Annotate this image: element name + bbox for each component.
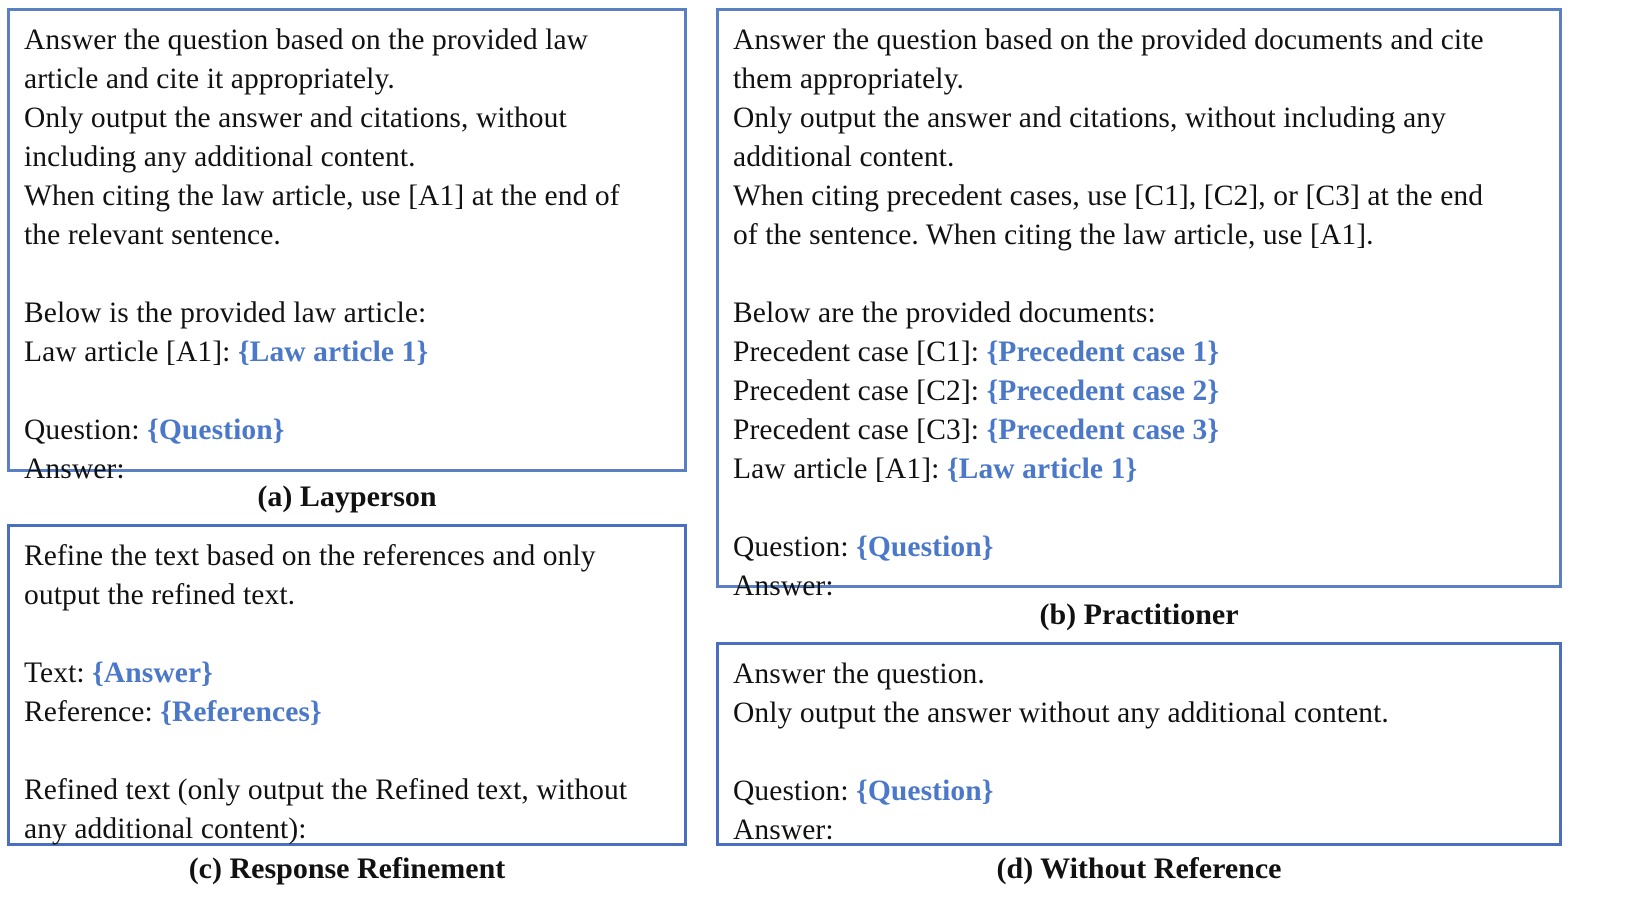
template-placeholder: {Question} — [856, 531, 994, 563]
practitioner-caption: (b) Practitioner — [1039, 598, 1239, 631]
prompt-line — [733, 450, 1549, 489]
prompt-line — [24, 99, 674, 138]
prompt-line-text: Below are the provided documents: — [733, 297, 1156, 329]
prompt-line-text: Only output the answer and citations, without — [24, 102, 567, 134]
prompt-line — [24, 60, 674, 99]
prompt-line-text: the relevant sentence. — [24, 219, 281, 251]
prompt-line — [733, 489, 1549, 528]
prompt-line — [733, 811, 1549, 850]
prompt-line — [733, 138, 1549, 177]
prompt-line — [733, 255, 1549, 294]
prompt-line — [24, 732, 674, 771]
template-placeholder: {Precedent case 2} — [986, 375, 1220, 407]
prompt-line — [24, 255, 674, 294]
template-placeholder: {Law article 1} — [946, 453, 1138, 485]
practitioner-prompt-box — [716, 8, 1562, 602]
prompt-line-text: Answer: — [24, 453, 125, 485]
prompt-line — [24, 771, 674, 810]
prompt-line — [24, 576, 674, 615]
prompt-line — [24, 138, 674, 177]
template-placeholder: {Answer} — [92, 657, 213, 689]
without-reference-prompt-text — [733, 655, 1549, 850]
prompt-line-text: When citing the law article, use [A1] at the end of — [24, 180, 620, 212]
prompt-line — [24, 372, 674, 411]
prompt-line — [733, 733, 1549, 772]
prompt-line — [733, 216, 1549, 255]
response-refinement-caption: (c) Response Refinement — [188, 852, 506, 885]
prompt-line — [733, 294, 1549, 333]
prompt-line-text: output the refined text. — [24, 579, 296, 611]
prompt-line-text: Refined text (only output the Refined text, without — [24, 774, 628, 806]
template-placeholder: {Question} — [856, 775, 994, 807]
prompt-line — [24, 177, 674, 216]
prompt-line — [24, 615, 674, 654]
prompt-line — [24, 654, 674, 693]
prompt-line-text: Question: — [733, 531, 857, 563]
response-refinement-prompt-text — [24, 537, 674, 849]
prompt-line-text: of the sentence. When citing the law article, use [A1]. — [733, 219, 1374, 251]
layperson-prompt-box — [7, 8, 687, 485]
prompt-line-text: Law article [A1]: — [733, 453, 947, 485]
prompt-line-text: Answer: — [733, 570, 834, 602]
prompt-line — [24, 294, 674, 333]
prompt-line — [733, 411, 1549, 450]
prompt-line-text: Answer the question based on the provided law — [24, 24, 589, 56]
prompt-line — [733, 21, 1549, 60]
prompt-line-text: Question: — [733, 775, 857, 807]
prompt-line — [24, 411, 674, 450]
prompt-line — [733, 177, 1549, 216]
prompt-line-text: Only output the answer and citations, without including any — [733, 102, 1446, 134]
prompt-line-text: any additional content): — [24, 813, 307, 845]
prompt-line-text: Precedent case [C2]: — [733, 375, 987, 407]
practitioner-prompt-text — [733, 21, 1549, 606]
prompt-line-text: additional content. — [733, 141, 955, 173]
prompt-line-text: Answer the question. — [733, 658, 985, 690]
prompt-line — [24, 537, 674, 576]
prompt-line-text: Precedent case [C3]: — [733, 414, 987, 446]
prompt-line-text: When citing precedent cases, use [C1], [C2], or [C3] at the end — [733, 180, 1484, 212]
template-placeholder: {Precedent case 1} — [986, 336, 1220, 368]
prompt-line-text: Text: — [24, 657, 93, 689]
prompt-line-text: Only output the answer without any additional content. — [733, 697, 1389, 729]
prompt-line — [733, 60, 1549, 99]
prompt-line — [24, 810, 674, 849]
template-placeholder: {References} — [160, 696, 322, 728]
without-reference-prompt-box — [716, 642, 1562, 846]
prompt-line-text: Law article [A1]: — [24, 336, 238, 368]
prompt-line — [24, 216, 674, 255]
layperson-caption: (a) Layperson — [257, 480, 437, 513]
prompt-line — [24, 333, 674, 372]
prompt-line — [733, 99, 1549, 138]
prompt-line-text: Answer: — [733, 814, 834, 846]
prompt-line-text: Below is the provided law article: — [24, 297, 427, 329]
prompt-line — [24, 693, 674, 732]
template-placeholder: {Precedent case 3} — [986, 414, 1220, 446]
prompt-line-text: Refine the text based on the references and only — [24, 540, 596, 572]
prompt-line-text: them appropriately. — [733, 63, 964, 95]
layperson-prompt-text — [24, 21, 674, 489]
prompt-line — [733, 528, 1549, 567]
prompt-line-text: article and cite it appropriately. — [24, 63, 395, 95]
prompt-line-text: Answer the question based on the provided documents and cite — [733, 24, 1484, 56]
prompt-line-text: Question: — [24, 414, 148, 446]
prompt-line — [733, 694, 1549, 733]
response-refinement-prompt-box — [7, 524, 687, 846]
template-placeholder: {Question} — [147, 414, 285, 446]
prompt-line — [733, 655, 1549, 694]
prompt-line-text: including any additional content. — [24, 141, 416, 173]
prompt-line-text: Reference: — [24, 696, 161, 728]
without-reference-caption: (d) Without Reference — [996, 852, 1282, 885]
template-placeholder: {Law article 1} — [237, 336, 429, 368]
prompt-line-text: Precedent case [C1]: — [733, 336, 987, 368]
prompt-line — [733, 333, 1549, 372]
prompt-line — [733, 772, 1549, 811]
prompt-line — [24, 21, 674, 60]
prompt-line — [733, 372, 1549, 411]
